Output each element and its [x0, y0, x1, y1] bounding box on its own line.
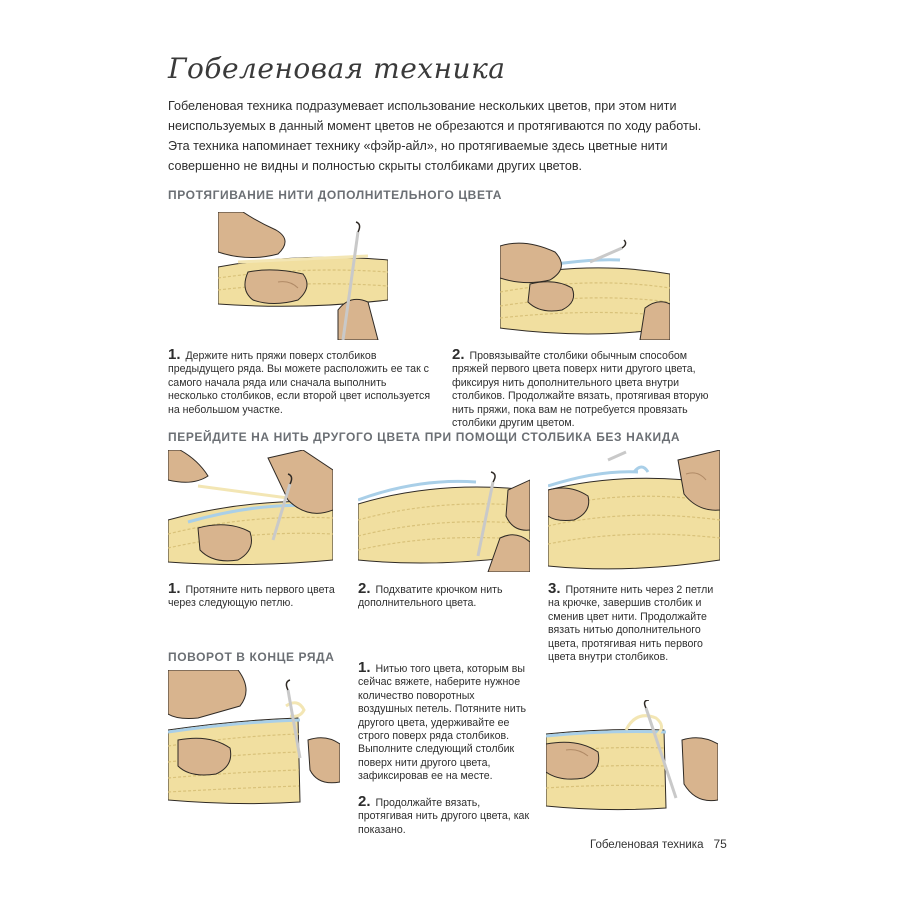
- illustration-change-2: [358, 460, 530, 572]
- step-change-3: [548, 580, 718, 664]
- step-carry-1: [168, 346, 438, 417]
- step-text: Подхватите крючком нить дополнительного цвета.: [358, 584, 503, 610]
- step-text: Протяните нить первого цвета через следующую петлю.: [168, 584, 335, 610]
- illustration-carry-2: [500, 238, 670, 340]
- section-heading-change-color: ПЕРЕЙДИТЕ НА НИТЬ ДРУГОГО ЦВЕТА ПРИ ПОМОЩИ СТОЛБИКА БЕЗ НАКИДА: [168, 430, 681, 444]
- illustration-change-3: [548, 450, 720, 575]
- step-carry-2: [452, 346, 722, 430]
- page-number: 75: [713, 837, 727, 851]
- step-change-2: [358, 580, 528, 611]
- step-number: 3.: [548, 580, 561, 597]
- step-number: 1.: [168, 346, 181, 363]
- step-text: Держите нить пряжи поверх столбиков предыдущего ряда. Вы можете расположить ее так с самого начала ряда или сначала выполнить несколько столбиков, если второй цвет используется на небольшом участке.: [168, 350, 431, 416]
- page-footer: [590, 837, 727, 851]
- step-text: Продолжайте вязать, протягивая нить другого цвета, как показано.: [358, 797, 530, 836]
- step-turn-1: [358, 659, 530, 784]
- step-change-1: [168, 580, 338, 611]
- illustration-carry-1: [218, 212, 388, 340]
- step-turn-2: [358, 793, 530, 837]
- step-number: 2.: [358, 580, 371, 597]
- step-number: 2.: [452, 346, 465, 363]
- step-text: Протяните нить через 2 петли на крючке, завершив столбик и сменив цвет нити. Продолжайте вязать нитью дополнительного цвета, протягивая нить первого цвета внутри столбиков.: [548, 584, 714, 664]
- step-text: Провязывайте столбики обычным способом пряжей первого цвета поверх нити другого цвета, фиксируя нить дополнительного цвета внутри столбиков. Продолжайте вязать, протягивая вторую нить пряжи, пока вам не потребуется провязать столбики другим цветом.: [452, 350, 709, 430]
- section-heading-carry-strand: ПРОТЯГИВАНИЕ НИТИ ДОПОЛНИТЕЛЬНОГО ЦВЕТА: [168, 188, 502, 202]
- illustration-turn-2: [546, 700, 718, 812]
- illustration-change-1: [168, 450, 333, 570]
- step-number: 1.: [358, 659, 371, 676]
- step-number: 2.: [358, 793, 371, 810]
- intro-paragraph: Гобеленовая техника подразумевает использование нескольких цветов, при этом нити неиспользуемых в данный момент цветов не обрезаются и протягиваются по ходу работы. Эта техника напоминает технику «фэйр-айл», но протягиваемые здесь цветные нити совершенно не видны и полностью скрыты столбиками других цветов.: [168, 99, 702, 173]
- illustration-turn-1: [168, 670, 340, 808]
- section-heading-turn-row: ПОВОРОТ В КОНЦЕ РЯДА: [168, 650, 335, 664]
- step-number: 1.: [168, 580, 181, 597]
- page-title: Гобеленовая техника: [168, 52, 506, 85]
- footer-section-name: Гобеленовая техника: [590, 839, 704, 851]
- step-text: Нитью того цвета, которым вы сейчас вяжете, наберите нужное количество поворотных воздушных петель. Потяните нить другого цвета, удерживайте ее строго поверх ряда столбиков. Выполните следующий столбик поверх нити другого цвета, зафиксировав ее на месте.: [358, 663, 527, 783]
